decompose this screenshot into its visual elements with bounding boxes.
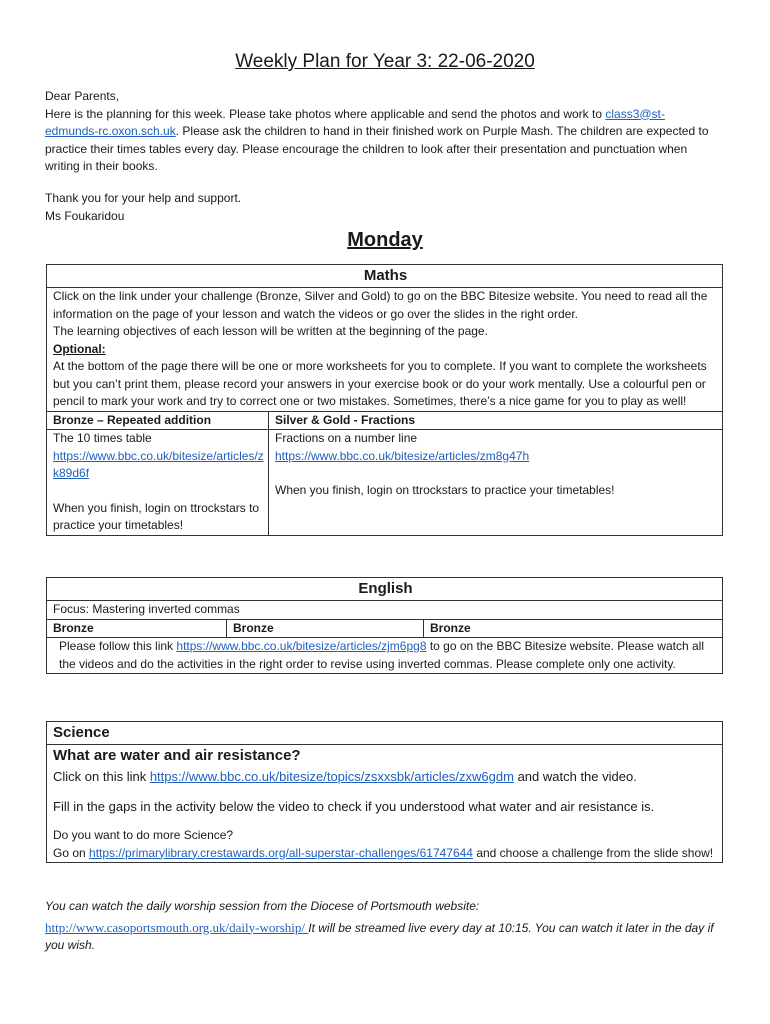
english-task bbox=[47, 638, 723, 674]
science-header: Science bbox=[47, 722, 723, 745]
science-link[interactable]: https://www.bbc.co.uk/bitesize/topics/zsxxsbk/articles/zxw6gdm bbox=[149, 769, 514, 784]
bronze-cell bbox=[47, 430, 269, 536]
science-go-on-line bbox=[53, 845, 718, 863]
silver-gold-link[interactable]: https://www.bbc.co.uk/bitesize/articles/zm8g47h bbox=[275, 448, 530, 463]
worship-text-1: You can watch the daily worship session from the Diocese of Portsmouth website: bbox=[45, 899, 480, 913]
worship-note bbox=[45, 898, 725, 955]
science-text-3: and choose a challenge from the slide show! bbox=[472, 845, 714, 860]
intro-text-1: Here is the planning for this week. Please take photos where applicable and send the photos and work to bbox=[45, 106, 606, 121]
maths-table bbox=[46, 264, 723, 536]
english-table bbox=[46, 577, 723, 674]
sign-off bbox=[45, 190, 241, 225]
optional-text: At the bottom of the page there will be one or more worksheets for you to complete. If you want to complete the worksheets but you can’t print them, please record your answers in your exercise book or do your work mentally. Use a colourful pen or pencil to mark your work and try to correct one or two mistakes. Sometimes, there’s a nice game for you to play as well! bbox=[53, 359, 707, 408]
worship-link[interactable]: http://www.casoportsmouth.org.uk/daily-worship/ bbox=[45, 919, 309, 935]
crest-link[interactable]: https://primarylibrary.crestawards.org/all-superstar-challenges/61747644 bbox=[89, 845, 473, 860]
science-body bbox=[47, 745, 723, 863]
maths-instructions-cell bbox=[47, 288, 723, 412]
silver-gold-cell bbox=[269, 430, 723, 536]
bronze-topic: The 10 times table bbox=[53, 431, 152, 445]
science-text-1: Click on this link bbox=[53, 769, 150, 784]
worship-line bbox=[45, 919, 725, 955]
science-go-on: Go on bbox=[53, 845, 90, 860]
bronze-link[interactable]: https://www.bbc.co.uk/bitesize/articles/zk89d6f bbox=[53, 448, 264, 480]
page-title: Weekly Plan for Year 3: 22-06-2020 bbox=[235, 51, 535, 72]
english-col-1: Bronze bbox=[47, 619, 227, 638]
english-link[interactable]: https://www.bbc.co.uk/bitesize/articles/zjm6pg8 bbox=[176, 639, 427, 653]
intro-paragraph bbox=[45, 106, 717, 176]
english-header: English bbox=[47, 578, 723, 601]
science-text-2: and watch the video. bbox=[513, 769, 637, 784]
silver-gold-topic: Fractions on a number line bbox=[275, 431, 418, 445]
bronze-finish: When you finish, login on ttrockstars to practice your timetables! bbox=[53, 500, 260, 532]
silver-gold-finish: When you finish, login on ttrockstars to practice your timetables! bbox=[275, 483, 615, 497]
bronze-heading: Bronze – Repeated addition bbox=[47, 411, 269, 430]
science-question: What are water and air resistance? bbox=[53, 747, 301, 764]
day-heading: Monday bbox=[347, 229, 423, 251]
english-focus: Focus: Mastering inverted commas bbox=[47, 601, 723, 620]
english-text-2: to go on the BBC Bitesize website. Please watch all the videos and do the activities in the right order to revise using inverted commas. Please complete only one activity. bbox=[59, 639, 704, 671]
english-col-3: Bronze bbox=[424, 619, 723, 638]
maths-header: Maths bbox=[47, 265, 723, 288]
optional-label: Optional: bbox=[53, 341, 106, 356]
maths-instructions: Click on the link under your challenge (Bronze, Silver and Gold) to go on the BBC Bitesize website. You need to read all the information on the page of your lesson and watch the videos or go over the slides in the right order. bbox=[53, 289, 708, 321]
science-more-question: Do you want to do more Science? bbox=[53, 828, 234, 842]
english-col-2: Bronze bbox=[227, 619, 424, 638]
science-fill: Fill in the gaps in the activity below the video to check if you understood what water and air resistance is. bbox=[53, 799, 655, 814]
intro-text-2: . Please ask the children to hand in their finished work on Purple Mash. The children are expected to practice their times tables every day. Please encourage the children to look after their presentation and punctuation when writing in their books. bbox=[45, 124, 709, 173]
email-link[interactable]: class3@st-edmunds-rc.oxon.sch.uk bbox=[45, 106, 665, 138]
science-table bbox=[46, 721, 723, 863]
worship-text-2: It will be streamed live every day at 10:15. You can watch it later in the day if you wish. bbox=[45, 920, 714, 952]
silver-gold-heading: Silver & Gold - Fractions bbox=[269, 411, 723, 430]
greeting: Dear Parents, bbox=[45, 89, 120, 103]
english-text-1: Please follow this link bbox=[59, 639, 177, 653]
signature: Ms Foukaridou bbox=[45, 208, 125, 223]
thanks-line: Thank you for your help and support. bbox=[45, 191, 242, 205]
maths-objectives: The learning objectives of each lesson will be written at the beginning of the page. bbox=[53, 324, 488, 338]
intro-letter bbox=[45, 88, 717, 176]
science-link-line bbox=[53, 767, 718, 786]
